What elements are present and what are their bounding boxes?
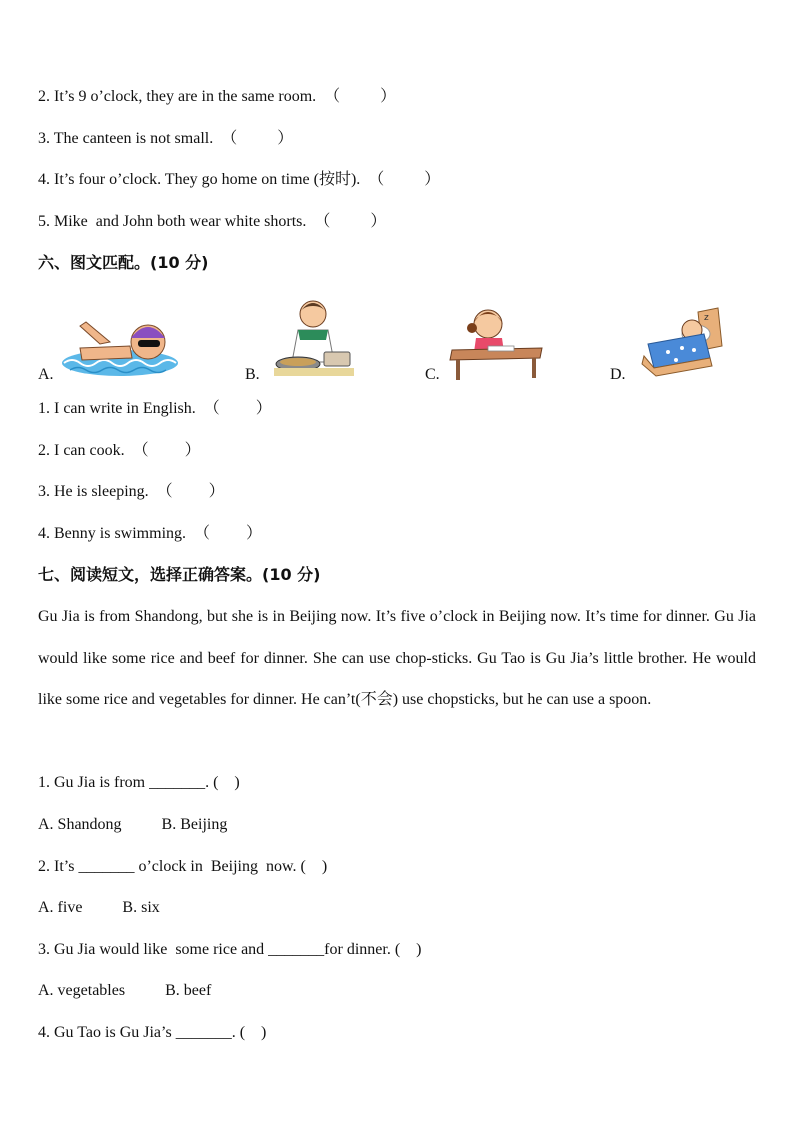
question-2: 2. It’s _______ o’clock in Beijing now. ( ) bbox=[38, 858, 328, 875]
sec6-item-1: 1. I can write in English. （ ） bbox=[38, 400, 272, 417]
question-3: 3. Gu Jia would like some rice and _______for dinner. ( ) bbox=[38, 941, 422, 958]
swimming-boy-picture bbox=[60, 308, 180, 380]
cooking-boy-picture bbox=[268, 292, 358, 382]
svg-text:z: z bbox=[704, 313, 709, 323]
sec6-item-2: 2. I can cook. （ ） bbox=[38, 442, 201, 459]
sec5-item-3: 3. The canteen is not small. （ ） bbox=[38, 130, 294, 147]
sec6-item-3: 3. He is sleeping. （ ） bbox=[38, 483, 225, 500]
option-letter-a: A. bbox=[38, 366, 54, 383]
section-7-title: 七、阅读短文，选择正确答案。(10 分) bbox=[38, 565, 321, 584]
sec5-item-2: 2. It’s 9 o’clock, they are in the same room. （ ） bbox=[38, 88, 397, 105]
question-1-options: A. Shandong B. Beijing bbox=[38, 816, 228, 833]
reading-passage: Gu Jia is from Shandong, but she is in Beijing now. It’s five o’clock in Beijing now. It’s time for dinner. Gu Jia would like some rice and beef for dinner. She can use chop-sticks. Gu Tao is Gu Jia’s little brother. He would like some rice and vegetables for dinner. He can’t(不会) use chopsticks, but he can use a spoon. bbox=[38, 608, 756, 708]
sec5-item-4: 4. It’s four o’clock. They go home on time (按时). （ ） bbox=[38, 171, 441, 188]
sec6-item-4: 4. Benny is swimming. （ ） bbox=[38, 525, 263, 542]
question-3-options: A. vegetables B. beef bbox=[38, 982, 212, 999]
option-letter-c: C. bbox=[425, 366, 440, 383]
question-2-options: A. five B. six bbox=[38, 899, 160, 916]
option-letter-b: B. bbox=[245, 366, 260, 383]
writing-girl-picture bbox=[448, 302, 544, 380]
question-1: 1. Gu Jia is from _______. ( ) bbox=[38, 774, 240, 791]
option-letter-d: D. bbox=[610, 366, 626, 383]
question-4: 4. Gu Tao is Gu Jia’s _______. ( ) bbox=[38, 1024, 267, 1041]
sleeping-boy-picture bbox=[638, 306, 724, 380]
sec5-item-5: 5. Mike and John both wear white shorts. （ ） bbox=[38, 213, 387, 230]
section-6-title: 六、图文匹配。(10 分) bbox=[38, 253, 209, 272]
